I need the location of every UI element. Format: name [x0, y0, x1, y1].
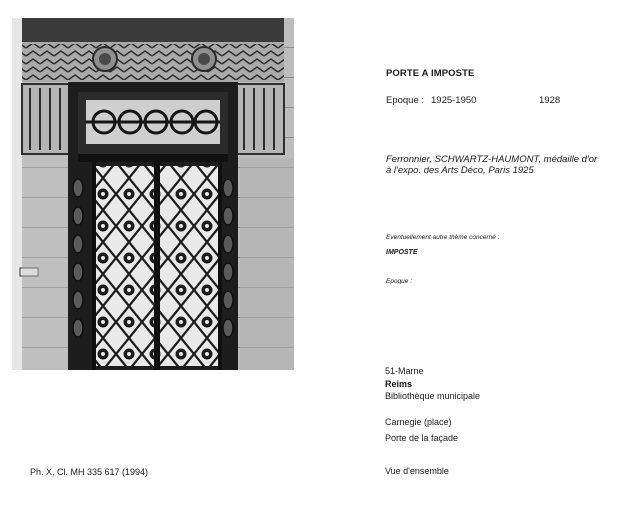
door-photo: [12, 18, 294, 370]
record-description: Ferronnier, SCHWARTZ-HAUMONT, médaille d'or à l'expo. des Arts Déco, Paris 1925: [386, 154, 598, 176]
location-city: Reims: [385, 379, 413, 389]
door-photo-drawing: [12, 18, 294, 370]
location-building: Bibliothèque municipale: [385, 391, 481, 401]
epoque2-label: Epoque :: [386, 278, 413, 285]
location-part: Porte de la façade: [385, 433, 459, 443]
photo-reference: Ph. X, Cl. MH 335 617 (1994): [30, 467, 149, 477]
other-theme-value: IMPOSTE: [386, 249, 418, 256]
record-title: PORTE A IMPOSTE: [386, 68, 475, 79]
location-department: 51-Marne: [385, 366, 424, 376]
other-theme-label: Eventuellement autre thème concerné :: [386, 234, 500, 241]
epoque-year: 1928: [539, 95, 561, 106]
location-view: Vue d'ensemble: [385, 466, 449, 476]
epoque-label: Epoque :: [386, 95, 425, 106]
epoque-range: 1925-1950: [431, 95, 477, 106]
location-street: Carnegie (place): [385, 417, 452, 427]
